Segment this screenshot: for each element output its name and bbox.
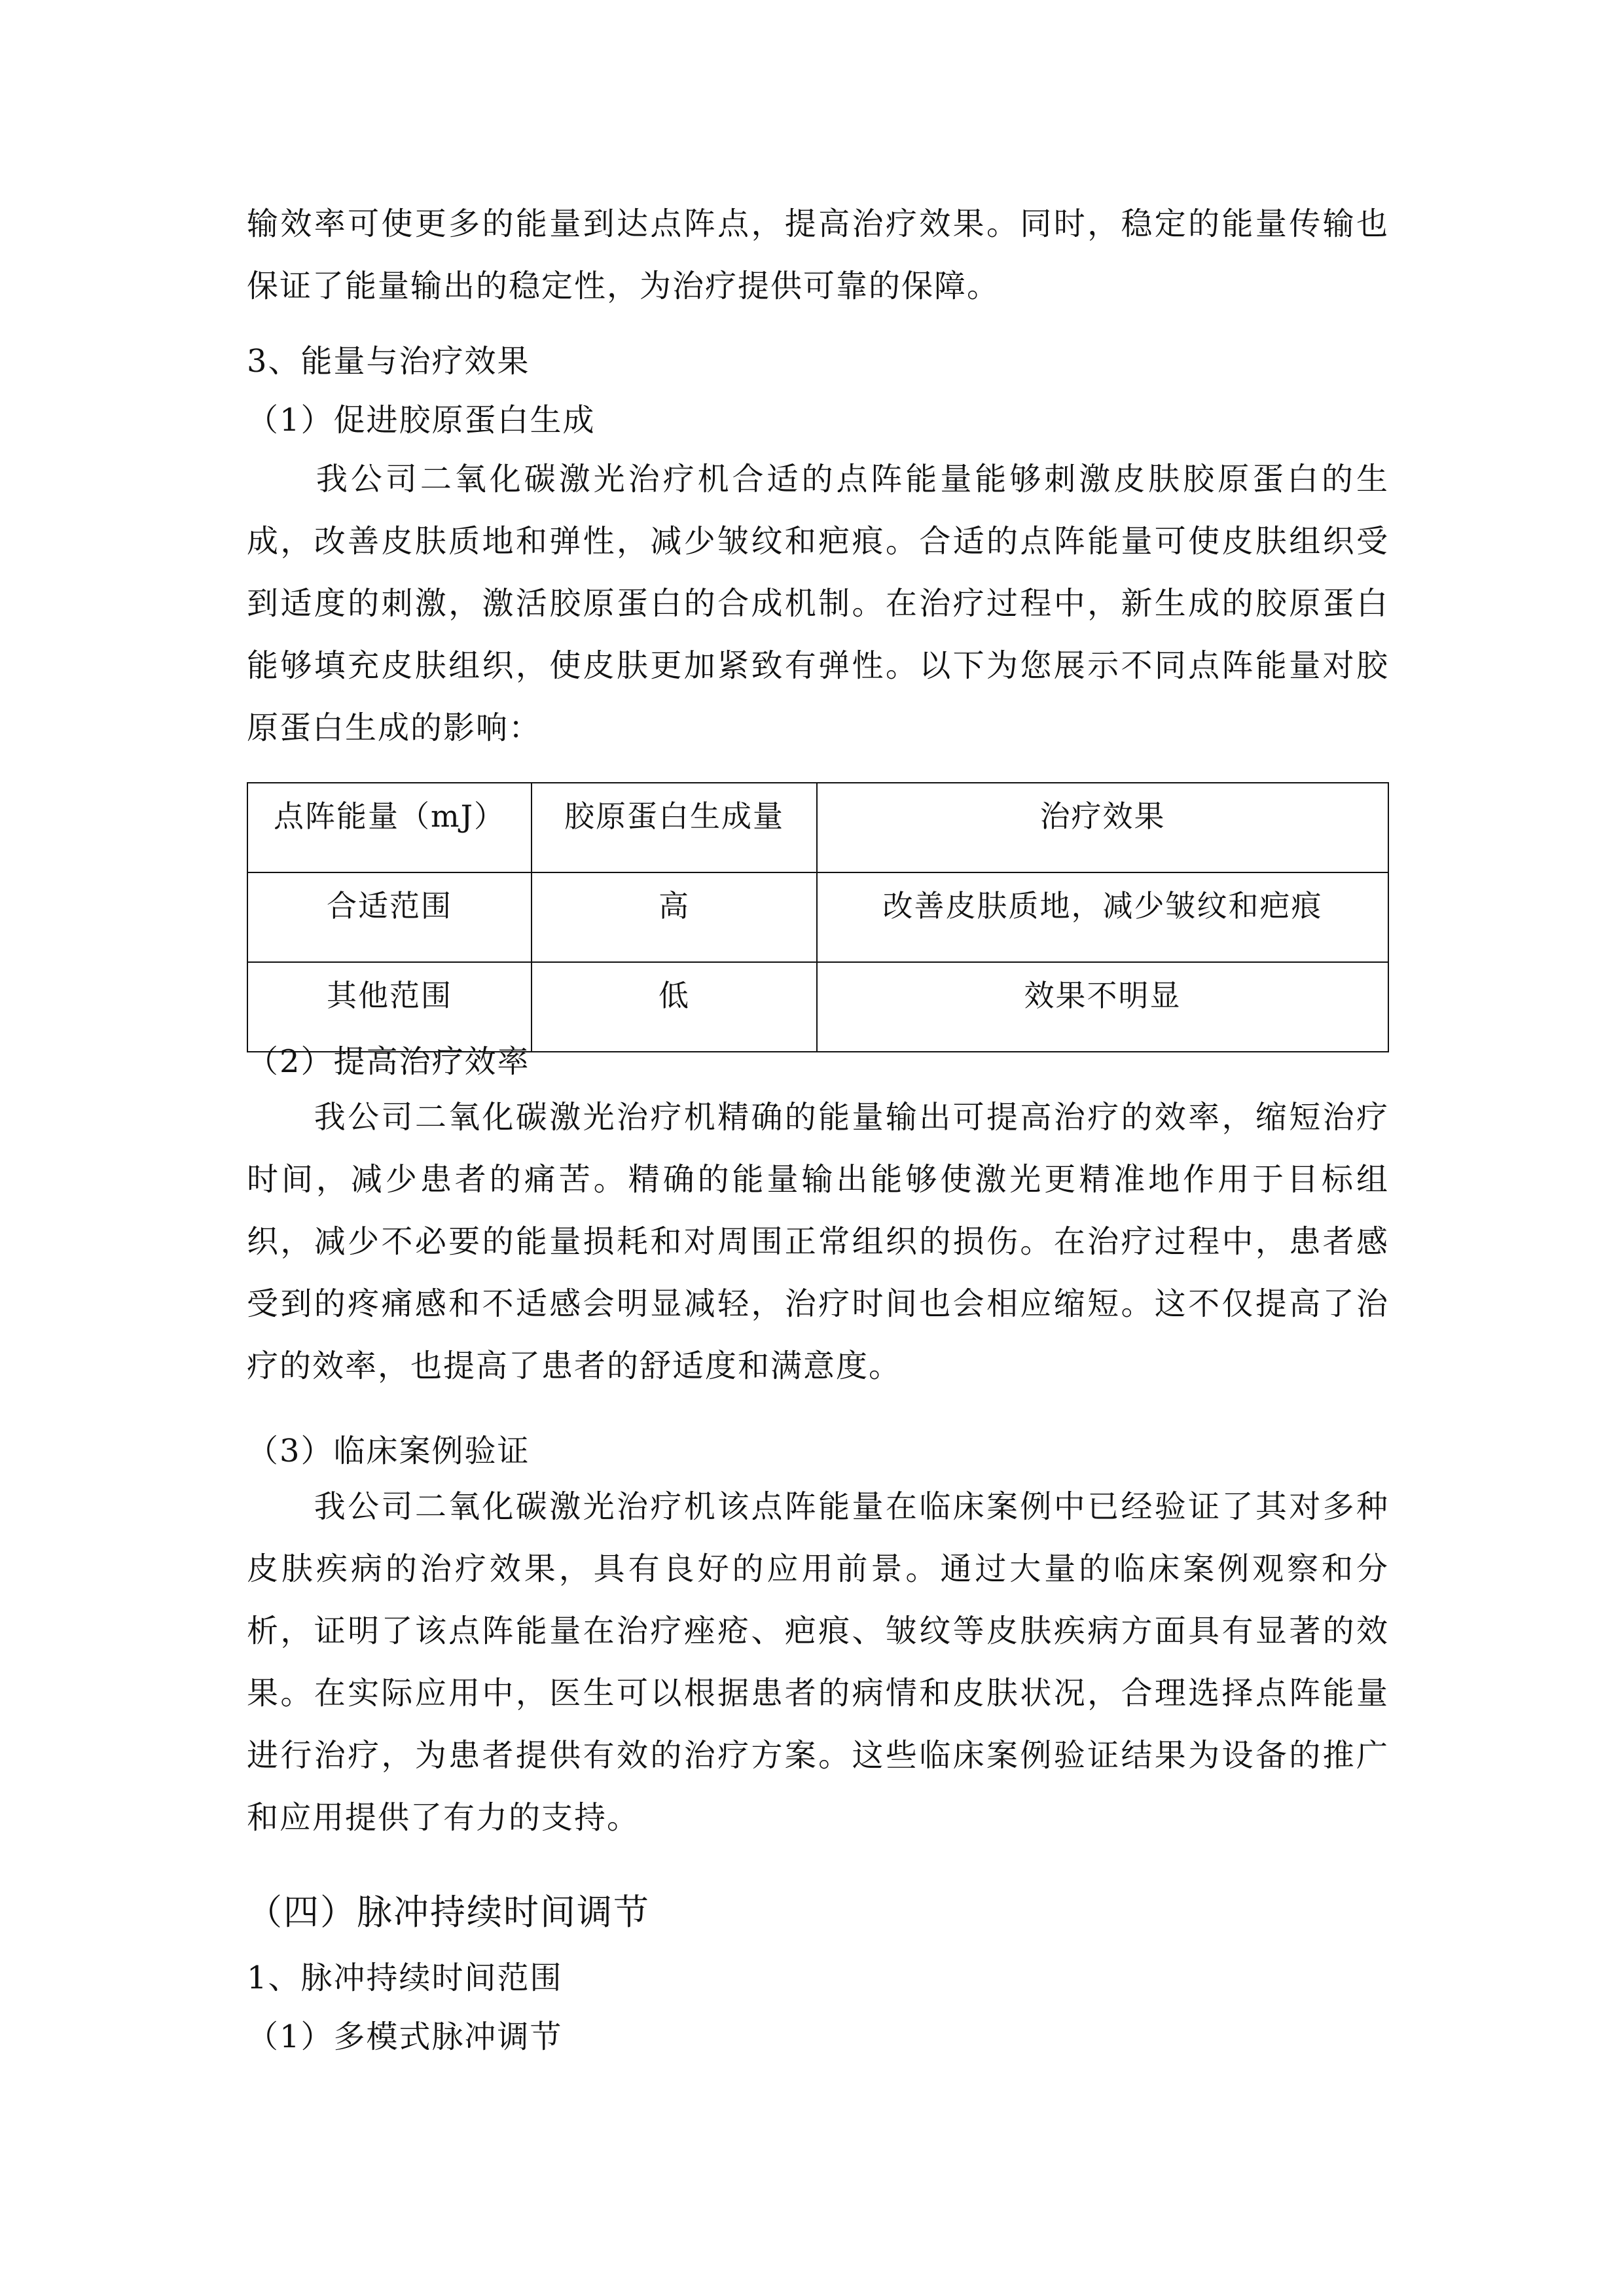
table-cell: 合适范围 [247, 872, 532, 962]
subsection-heading: （1）促进胶原蛋白生成 [247, 402, 596, 439]
energy-collagen-table [247, 782, 1389, 1052]
paragraph-line: 和应用提供了有力的支持。 [247, 1799, 640, 1836]
subsection-heading: （2）提高治疗效率 [247, 1043, 530, 1080]
subsection-heading: （3）临床案例验证 [247, 1433, 530, 1469]
paragraph-line: 果。在实际应用中，医生可以根据患者的病情和皮肤状况，合理选择点阵能量 [247, 1675, 1389, 1712]
table-cell: 改善皮肤质地，减少皱纹和疤痕 [817, 872, 1388, 962]
paragraph-line: 我公司二氧化碳激光治疗机合适的点阵能量能够刺激皮肤胶原蛋白的生 [247, 461, 1389, 497]
paragraph-line: 保证了能量输出的稳定性，为治疗提供可靠的保障。 [247, 268, 1000, 304]
table-cell: 高 [532, 872, 817, 962]
table-cell: 效果不明显 [817, 962, 1388, 1052]
section-heading: （四）脉冲持续时间调节 [247, 1892, 650, 1933]
paragraph-line: 输效率可使更多的能量到达点阵点，提高治疗效果。同时，稳定的能量传输也 [247, 206, 1389, 242]
paragraph-line: 受到的疼痛感和不适感会明显减轻，治疗时间也会相应缩短。这不仅提高了治 [247, 1285, 1389, 1322]
subsection-heading: 1、脉冲持续时间范围 [247, 1960, 563, 1996]
table-header-cell: 胶原蛋白生成量 [532, 783, 817, 872]
paragraph-line: 织，减少不必要的能量损耗和对周围正常组织的损伤。在治疗过程中，患者感 [247, 1223, 1389, 1260]
paragraph-line: 疗的效率，也提高了患者的舒适度和满意度。 [247, 1348, 902, 1384]
paragraph-line: 我公司二氧化碳激光治疗机精确的能量输出可提高治疗的效率，缩短治疗 [247, 1099, 1389, 1136]
paragraph-line: 成，改善皮肤质地和弹性，减少皱纹和疤痕。合适的点阵能量可使皮肤组织受 [247, 523, 1389, 560]
paragraph-line: 我公司二氧化碳激光治疗机该点阵能量在临床案例中已经验证了其对多种 [247, 1488, 1389, 1525]
section-heading: 3、能量与治疗效果 [247, 343, 530, 380]
paragraph-line: 皮肤疾病的治疗效果，具有良好的应用前景。通过大量的临床案例观察和分 [247, 1551, 1389, 1587]
table-cell: 其他范围 [247, 962, 532, 1052]
paragraph-line: 时间，减少患者的痛苦。精确的能量输出能够使激光更精准地作用于目标组 [247, 1161, 1389, 1198]
table-header-cell: 治疗效果 [817, 783, 1388, 872]
paragraph-line: 析，证明了该点阵能量在治疗痤疮、疤痕、皱纹等皮肤疾病方面具有显著的效 [247, 1613, 1389, 1649]
paragraph-line: 原蛋白生成的影响： [247, 709, 542, 746]
table-row [247, 962, 1388, 1052]
paragraph-line: 进行治疗，为患者提供有效的治疗方案。这些临床案例验证结果为设备的推广 [247, 1737, 1389, 1774]
paragraph-line: 到适度的刺激，激活胶原蛋白的合成机制。在治疗过程中，新生成的胶原蛋白 [247, 585, 1389, 622]
table-header-cell: 点阵能量（mJ） [247, 783, 532, 872]
table-row [247, 872, 1388, 962]
table-cell: 低 [532, 962, 817, 1052]
table-header-row [247, 783, 1388, 872]
paragraph-line: 能够填充皮肤组织，使皮肤更加紧致有弹性。以下为您展示不同点阵能量对胶 [247, 647, 1389, 684]
subsection-heading: （1）多模式脉冲调节 [247, 2018, 563, 2055]
